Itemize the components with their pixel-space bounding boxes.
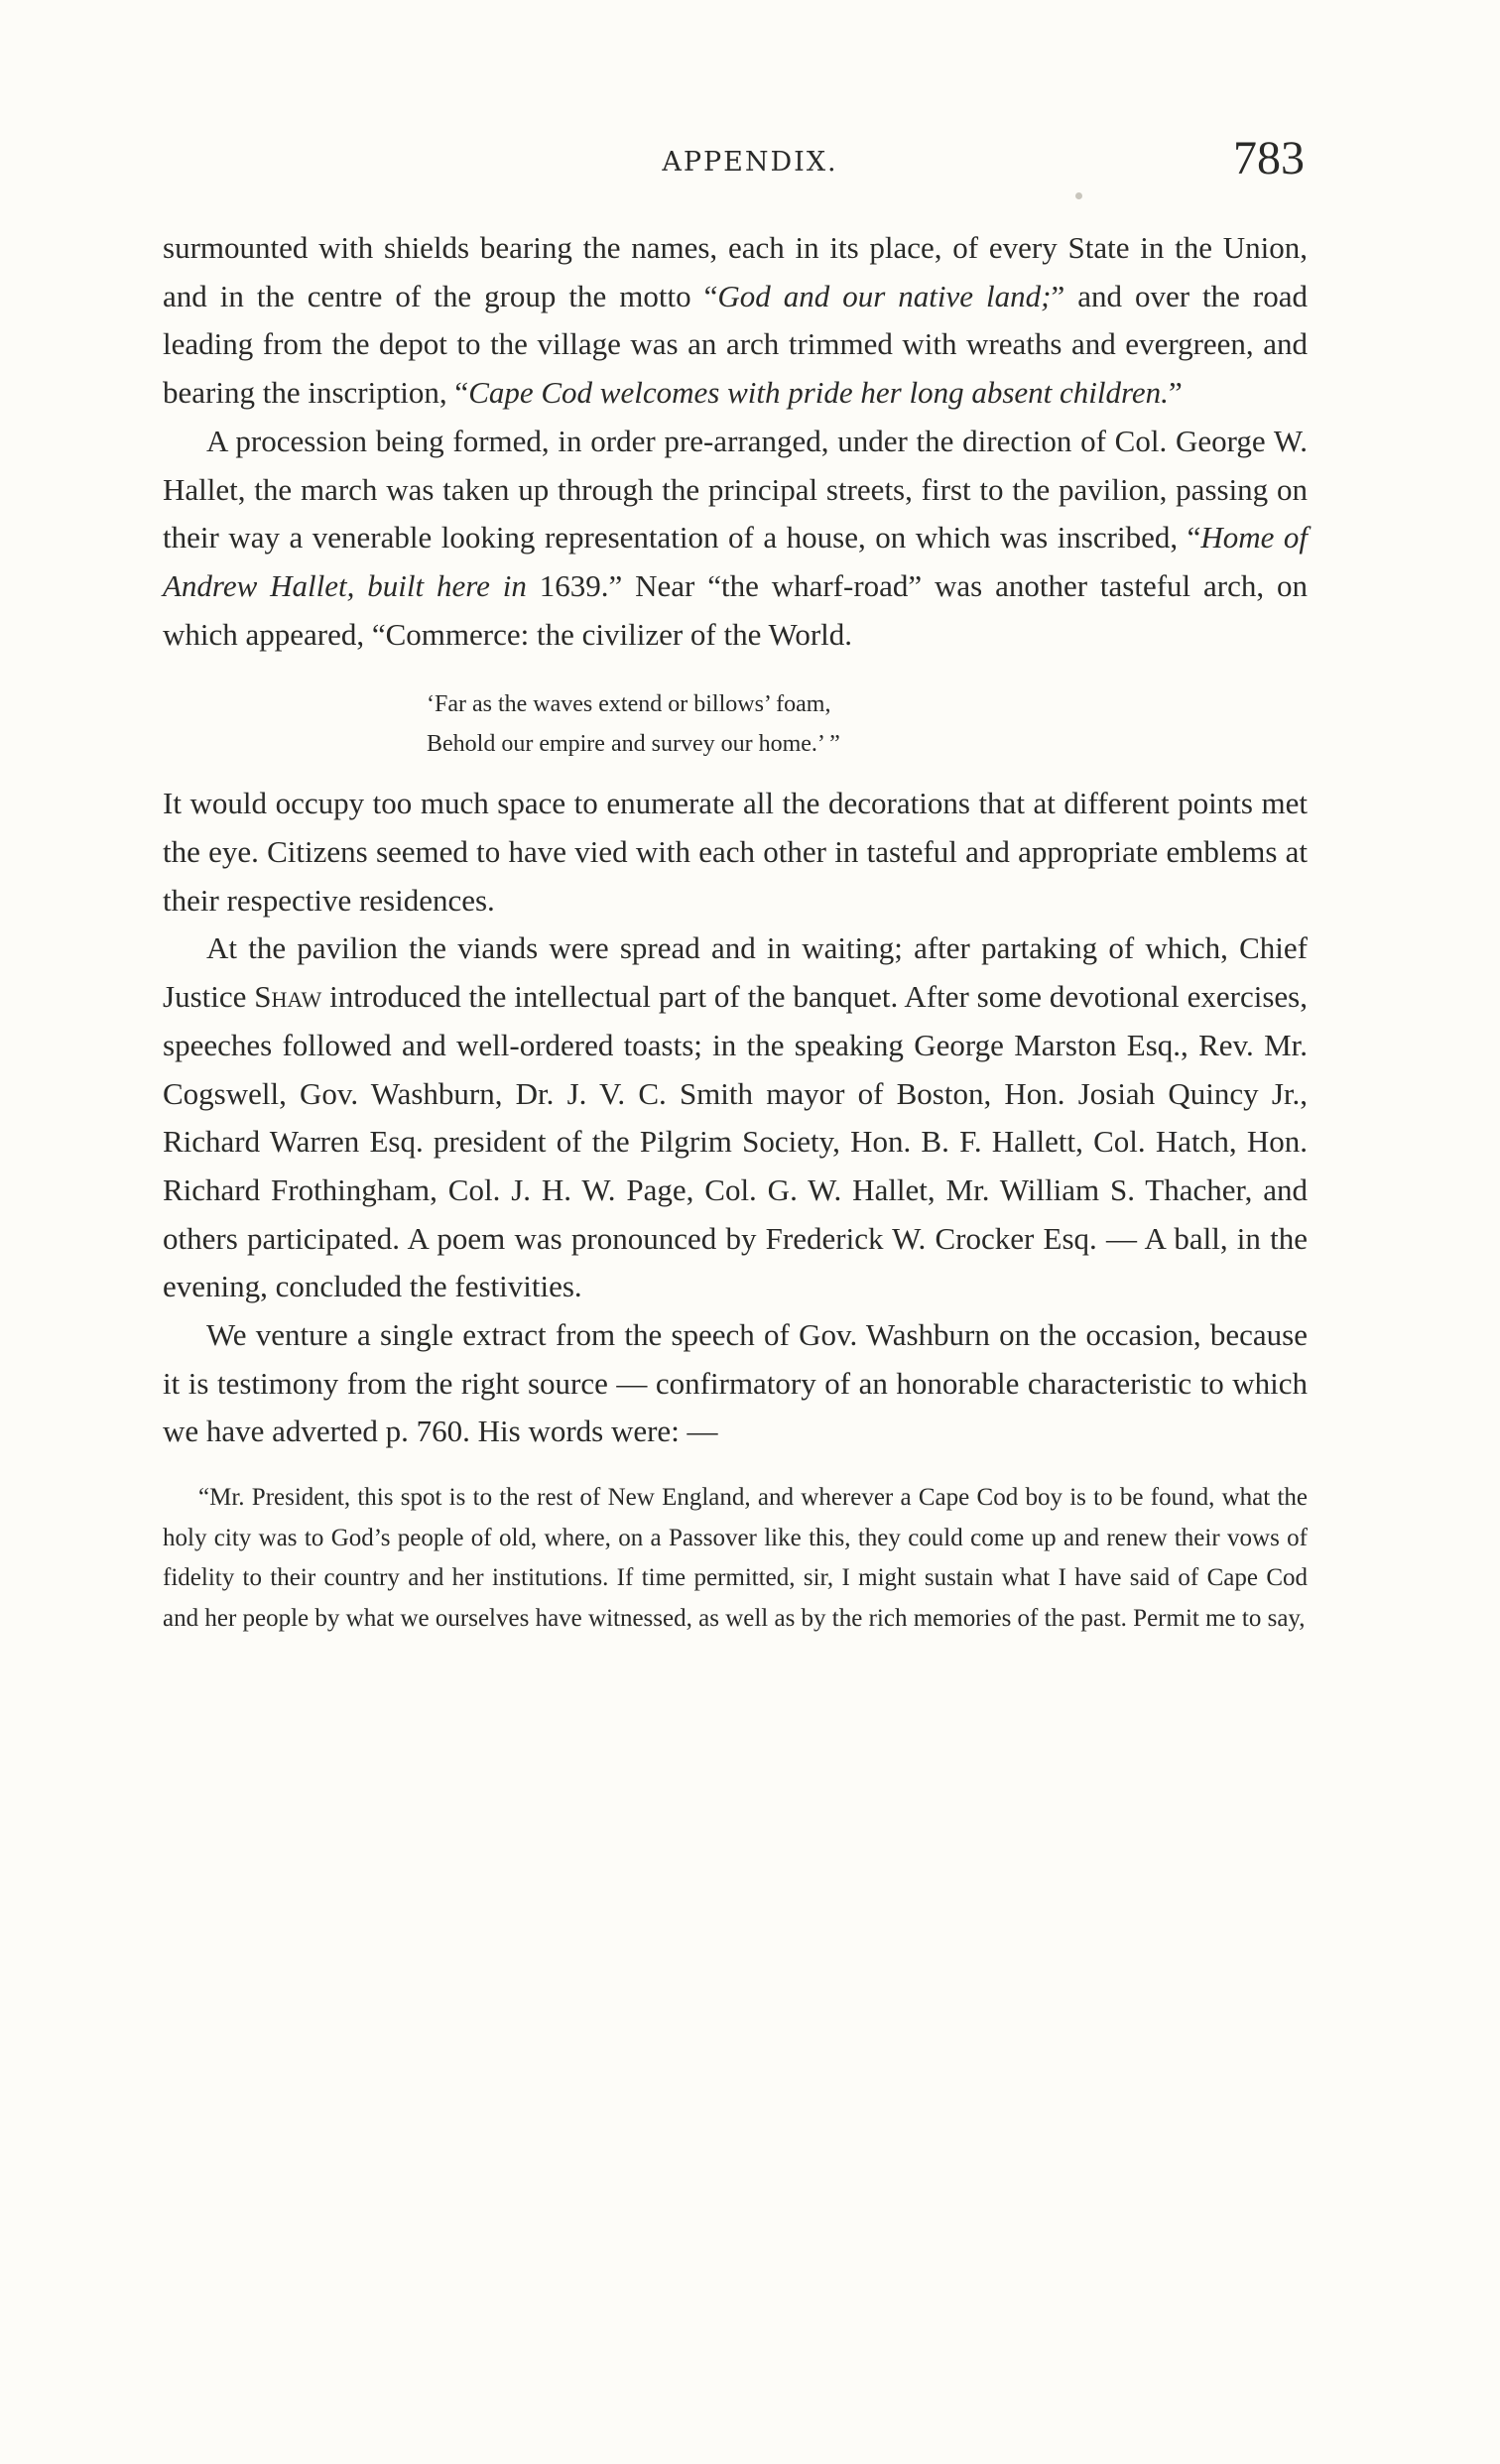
verse-quote [427, 684, 1308, 764]
p4-text-c: introduced the intellectual part of the banquet. After some devotional exercises, speeches followed and well-ordered toasts; in the speaking George Marston Esq., Rev. Mr. Cogswell, Gov. Washburn, Dr. J. V. C. Smith mayor of Boston, Hon. Josiah Quincy Jr., Richard Warren Esq. president of the Pilgrim Society, Hon. B. F. Hallett, Col. Hatch, Hon. Richard Frothingham, Col. J. H. W. Page, Col. G. W. Hallet, Mr. William S. Thacher, and others participated. A poem was pronounced by Frederick W. Crocker Esq. — A ball, in the evening, concluded the festivities. [163, 979, 1308, 1304]
verse-line-2: Behold our empire and survey our home.’ ” [427, 731, 840, 758]
verse-line-1: ‘Far as the waves extend or billows’ foam, [427, 691, 831, 718]
p2-text-a: A procession being formed, in order pre-arranged, under the direction of Col. George W. Hallet, the march was taken up through the principal streets, first to the pavilion, passing on their way a venerable looking representation of a house, on which was inscribed, “ [163, 423, 1308, 555]
p1-inscription: Cape Cod welcomes with pride her long absent children. [468, 375, 1169, 411]
paragraph-1 [163, 224, 1308, 418]
paragraph-4 [163, 924, 1308, 1311]
p4-name-shaw: Shaw [254, 979, 322, 1015]
page-number: 783 [1233, 132, 1305, 185]
body-text [163, 224, 1308, 1640]
paragraph-2 [163, 418, 1308, 660]
p1-text-e: ” [1168, 375, 1183, 411]
p4-text-a: At the pavilion the viands were spread and in waiting; after partaking of which, Chief Justice [163, 930, 1308, 1015]
paragraph-5: We venture a single extract from the speech of Gov. Washburn on the occasion, because it is testimony from the right source — confirmatory of an honorable characteristic to which we have adverted p. 760. His words were: — [163, 1317, 1308, 1449]
p2-text-c: 1639.” Near “the wharf-road” was another tasteful arch, on which appeared, “Commerce: the civilizer of the World. [163, 567, 1308, 652]
ink-speck [1075, 192, 1082, 199]
paragraph-3: It would occupy too much space to enumerate all the decorations that at different points met the eye. Citizens seemed to have vied with each other in tasteful and appropriate emblems at their respective residences. [163, 786, 1308, 918]
p1-motto: God and our native land; [717, 278, 1052, 313]
p1-text-c: ” and over the road leading from the depot to the village was an arch trimmed with wreaths and evergreen, and bearing the inscription, “ [163, 278, 1309, 411]
p1-text-a: surmounted with shields bearing the names, each in its place, of every State in the Union, and in the centre of the group the motto “ [163, 230, 1308, 313]
p2-house-inscription: Home of Andrew Hallet, built here in [163, 520, 1308, 603]
running-title: APPENDIX. [662, 147, 838, 178]
speech-extract: “Mr. President, this spot is to the rest of New England, and wherever a Cape Cod boy is to be found, what the holy city was to God’s people of old, where, on a Passover like this, they could come up and renew their vows of fidelity to their country and her institutions. If time permitted, sir, I might sustain what I have said of Cape Cod and her people by what we ourselves have witnessed, as well as by the rich memories of the past. Permit me to say, [163, 1484, 1308, 1632]
